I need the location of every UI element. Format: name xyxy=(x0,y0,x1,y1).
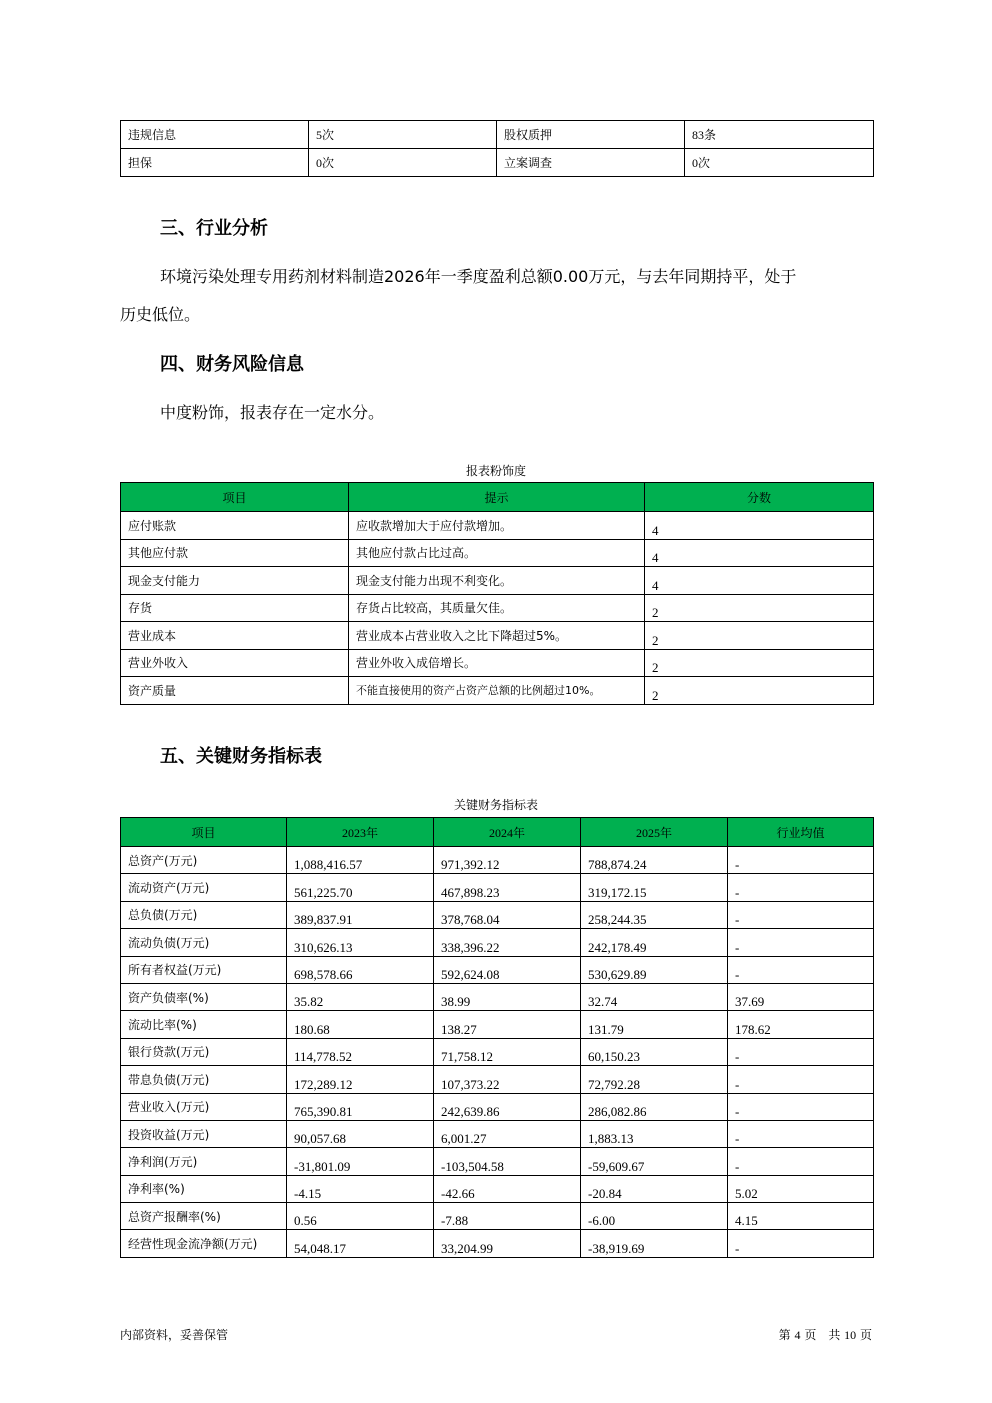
table-cell: 不能直接使用的资产占资产总额的比例超过10%。 xyxy=(349,677,645,705)
value-cell: 32.74 xyxy=(581,983,728,1010)
table-cell: 其他应付款 xyxy=(121,539,349,567)
risk-table-caption: 报表粉饰度 xyxy=(465,464,526,478)
score-cell: 4 xyxy=(645,512,874,540)
table-row xyxy=(121,622,874,650)
score-cell: 4 xyxy=(645,567,874,595)
row-label-cell: 流动负债(万元) xyxy=(121,929,287,956)
current-page: 4 xyxy=(794,1328,801,1342)
table-cell: 应付账款 xyxy=(121,512,349,540)
table-row xyxy=(121,1230,874,1257)
value-cell: 131.79 xyxy=(581,1011,728,1038)
row-label-cell: 资产负债率(%) xyxy=(121,983,287,1010)
value-cell: 592,624.08 xyxy=(434,956,581,983)
column-header: 行业均值 xyxy=(728,818,874,847)
value-cell: 72,792.28 xyxy=(581,1066,728,1093)
value-cell: - xyxy=(728,1066,874,1093)
row-label-cell: 流动资产(万元) xyxy=(121,874,287,901)
row-label-cell: 带息负债(万元) xyxy=(121,1066,287,1093)
row-label-cell: 银行贷款(万元) xyxy=(121,1038,287,1065)
value-cell: -31,801.09 xyxy=(287,1148,434,1175)
table-row xyxy=(121,649,874,677)
table-row xyxy=(121,956,874,983)
value-cell: 788,874.24 xyxy=(581,847,728,874)
value-cell: 35.82 xyxy=(287,983,434,1010)
value-cell: 467,898.23 xyxy=(434,874,581,901)
value-cell: 107,373.22 xyxy=(434,1066,581,1093)
value-cell: -59,609.67 xyxy=(581,1148,728,1175)
table-cell: 营业成本 xyxy=(121,622,349,650)
value-cell: 90,057.68 xyxy=(287,1120,434,1147)
table-row xyxy=(121,1066,874,1093)
value-cell: 0.56 xyxy=(287,1203,434,1230)
value-cell: 338,396.22 xyxy=(434,929,581,956)
value-cell: 54,048.17 xyxy=(287,1230,434,1257)
row-label-cell: 总负债(万元) xyxy=(121,901,287,928)
table-cell: 立案调查 xyxy=(497,149,685,177)
value-cell: 5.02 xyxy=(728,1175,874,1202)
row-label-cell: 流动比率(%) xyxy=(121,1011,287,1038)
page-label: 页 共 xyxy=(804,1328,841,1342)
value-cell: 37.69 xyxy=(728,983,874,1010)
table-cell: 营业成本占营业收入之比下降超过5%。 xyxy=(349,622,645,650)
value-cell: 178.62 xyxy=(728,1011,874,1038)
table-cell: 现金支付能力出现不利变化。 xyxy=(349,567,645,595)
value-cell: 286,082.86 xyxy=(581,1093,728,1120)
total-pages: 10 xyxy=(844,1328,857,1342)
value-cell: 114,778.52 xyxy=(287,1038,434,1065)
value-cell: -4.15 xyxy=(287,1175,434,1202)
row-label-cell: 总资产(万元) xyxy=(121,847,287,874)
industry-paragraph-line-2: 历史低位。 xyxy=(120,305,201,324)
table-cell: 存货占比较高，其质量欠佳。 xyxy=(349,594,645,622)
column-header: 项目 xyxy=(121,483,349,512)
value-cell: -42.66 xyxy=(434,1175,581,1202)
row-label-cell: 净利润(万元) xyxy=(121,1148,287,1175)
table-cell: 担保 xyxy=(121,149,309,177)
value-cell: -38,919.69 xyxy=(581,1230,728,1257)
value-cell: 172,289.12 xyxy=(287,1066,434,1093)
table-cell: 0次 xyxy=(309,149,497,177)
value-cell: - xyxy=(728,874,874,901)
column-header: 2025年 xyxy=(581,818,728,847)
score-cell: 2 xyxy=(645,594,874,622)
value-cell: -20.84 xyxy=(581,1175,728,1202)
table-row xyxy=(121,929,874,956)
table-cell: 5次 xyxy=(309,121,497,149)
value-cell: 242,639.86 xyxy=(434,1093,581,1120)
column-header: 提示 xyxy=(349,483,645,512)
table-cell: 存货 xyxy=(121,594,349,622)
value-cell: 319,172.15 xyxy=(581,874,728,901)
table-cell: 0次 xyxy=(685,149,874,177)
table-row xyxy=(121,677,874,705)
table-row xyxy=(121,1093,874,1120)
table-row xyxy=(121,567,874,595)
table-row xyxy=(121,1038,874,1065)
statement-whitewash-table xyxy=(120,482,874,705)
table-cell: 其他应付款占比过高。 xyxy=(349,539,645,567)
page-label: 页 xyxy=(859,1328,872,1342)
value-cell: 71,758.12 xyxy=(434,1038,581,1065)
table-cell: 资产质量 xyxy=(121,677,349,705)
section-title-industry-analysis: 三、行业分析 xyxy=(160,218,268,239)
table-cell: 违规信息 xyxy=(121,121,309,149)
table-header-row xyxy=(121,483,874,512)
value-cell: 971,392.12 xyxy=(434,847,581,874)
table-row xyxy=(121,1148,874,1175)
column-header: 分数 xyxy=(645,483,874,512)
value-cell: -103,504.58 xyxy=(434,1148,581,1175)
row-label-cell: 所有者权益(万元) xyxy=(121,956,287,983)
value-cell: 1,883.13 xyxy=(581,1120,728,1147)
value-cell: - xyxy=(728,1093,874,1120)
value-cell: 38.99 xyxy=(434,983,581,1010)
value-cell: -7.88 xyxy=(434,1203,581,1230)
table-row xyxy=(121,594,874,622)
value-cell: 698,578.66 xyxy=(287,956,434,983)
score-cell: 2 xyxy=(645,677,874,705)
column-header: 项目 xyxy=(121,818,287,847)
value-cell: - xyxy=(728,1120,874,1147)
value-cell: -6.00 xyxy=(581,1203,728,1230)
score-cell: 2 xyxy=(645,622,874,650)
table-cell: 营业外收入成倍增长。 xyxy=(349,649,645,677)
table-row xyxy=(121,874,874,901)
value-cell: 258,244.35 xyxy=(581,901,728,928)
key-financial-indicators-table xyxy=(120,817,874,1258)
value-cell: 765,390.81 xyxy=(287,1093,434,1120)
page-number xyxy=(779,1326,872,1343)
table-row xyxy=(121,149,874,177)
table-row xyxy=(121,1203,874,1230)
table-row xyxy=(121,983,874,1010)
value-cell: - xyxy=(728,929,874,956)
table-cell: 应收款增加大于应付款增加。 xyxy=(349,512,645,540)
value-cell: - xyxy=(728,1230,874,1257)
industry-paragraph-line-1: 环境污染处理专用药剂材料制造2026年一季度盈利总额0.00万元，与去年同期持平，处于 xyxy=(160,267,797,286)
table-row xyxy=(121,1011,874,1038)
table-cell: 83条 xyxy=(685,121,874,149)
value-cell: - xyxy=(728,956,874,983)
table-row xyxy=(121,847,874,874)
table-row xyxy=(121,1175,874,1202)
value-cell: - xyxy=(728,901,874,928)
table-row xyxy=(121,1120,874,1147)
row-label-cell: 投资收益(万元) xyxy=(121,1120,287,1147)
value-cell: 4.15 xyxy=(728,1203,874,1230)
value-cell: 180.68 xyxy=(287,1011,434,1038)
score-cell: 2 xyxy=(645,649,874,677)
row-label-cell: 总资产报酬率(%) xyxy=(121,1203,287,1230)
score-cell: 4 xyxy=(645,539,874,567)
row-label-cell: 经营性现金流净额(万元) xyxy=(121,1230,287,1257)
fin-table-body xyxy=(121,847,874,1258)
value-cell: 378,768.04 xyxy=(434,901,581,928)
section-title-financial-risk: 四、财务风险信息 xyxy=(160,354,304,375)
fin-table-caption: 关键财务指标表 xyxy=(453,798,538,812)
table-cell: 股权质押 xyxy=(497,121,685,149)
row-label-cell: 净利率(%) xyxy=(121,1175,287,1202)
table-row xyxy=(121,539,874,567)
table-row xyxy=(121,901,874,928)
row-label-cell: 营业收入(万元) xyxy=(121,1093,287,1120)
value-cell: 530,629.89 xyxy=(581,956,728,983)
footer-note: 内部资料，妥善保管 xyxy=(120,1328,229,1342)
value-cell: 33,204.99 xyxy=(434,1230,581,1257)
value-cell: 310,626.13 xyxy=(287,929,434,956)
table-cell: 营业外收入 xyxy=(121,649,349,677)
value-cell: 561,225.70 xyxy=(287,874,434,901)
financial-risk-paragraph: 中度粉饰，报表存在一定水分。 xyxy=(160,403,385,422)
column-header: 2024年 xyxy=(434,818,581,847)
column-header: 2023年 xyxy=(287,818,434,847)
value-cell: 389,837.91 xyxy=(287,901,434,928)
value-cell: - xyxy=(728,1148,874,1175)
value-cell: 60,150.23 xyxy=(581,1038,728,1065)
page-label: 第 xyxy=(778,1328,791,1342)
value-cell: 138.27 xyxy=(434,1011,581,1038)
value-cell: - xyxy=(728,847,874,874)
table-row xyxy=(121,121,874,149)
value-cell: 242,178.49 xyxy=(581,929,728,956)
value-cell: 1,088,416.57 xyxy=(287,847,434,874)
value-cell: - xyxy=(728,1038,874,1065)
value-cell: 6,001.27 xyxy=(434,1120,581,1147)
table-cell: 现金支付能力 xyxy=(121,567,349,595)
violation-info-table xyxy=(120,120,874,177)
section-title-key-indicators: 五、关键财务指标表 xyxy=(160,746,322,767)
table-row xyxy=(121,512,874,540)
table-header-row xyxy=(121,818,874,847)
